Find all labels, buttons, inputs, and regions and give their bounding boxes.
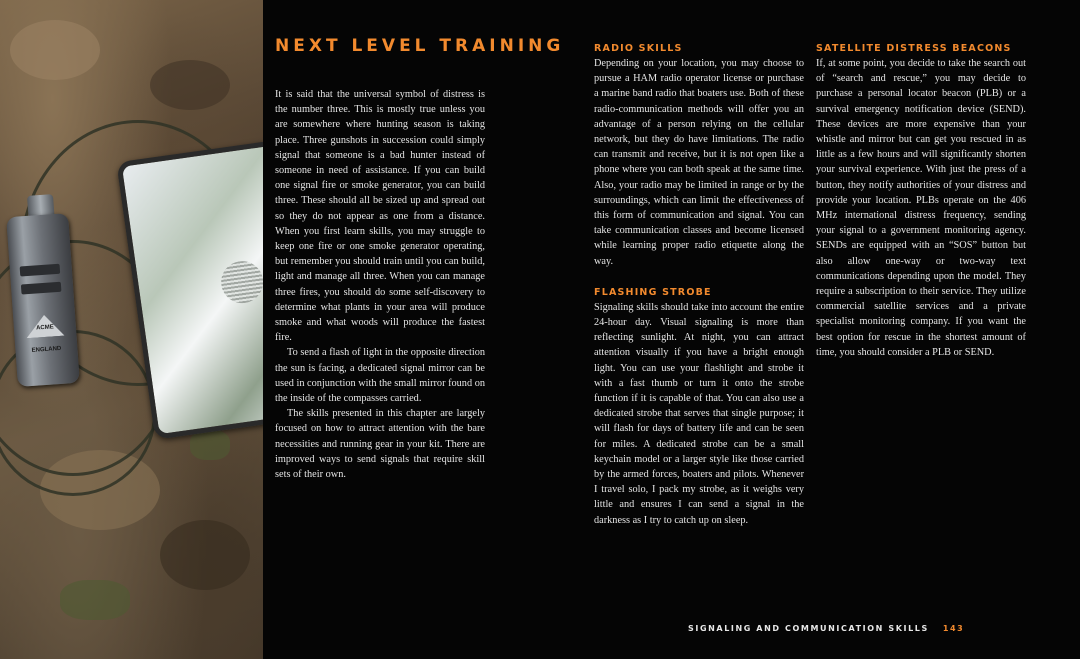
mirror-sighting-grid [218,258,263,305]
body-paragraph: To send a flash of light in the opposite direction the sun is facing, a dedicated signal mirror can be used in conjunction with the small mirror found on the inside of the compasses carried. [275,347,485,405]
whistle-origin: ENGLAND [31,345,62,354]
running-head: SIGNALING AND COMMUNICATION SKILLS [688,624,929,633]
page-number: 143 [942,624,965,633]
section-heading-radio-skills: RADIO SKILLS [594,43,683,54]
whistle-slot [21,282,62,295]
bark-patch [10,20,100,80]
section-heading-satellite-beacons: SATELLITE DISTRESS BEACONS [816,43,1012,54]
whistle-brand: ACME [35,324,54,332]
body-paragraph: It is said that the universal symbol of distress is the number three. This is mostly true unless you are somewhere where hunting season is taking place. Three gunshots in succession could simply signal that someone is a bad hunter instead of someone in need of assistance. If you can build one signal fire or smoke generator, you can build three. These should all be sized up and spread out so they do not appear as one from a distance. When you first learn skills, you may struggle to keep one fire or one smoke generator operating, but remember you should train until you can build, light and manage all three. When you can manage three fires, you should do some self-discovery to determine what plants in your area will produce smoke and what woods will produce the fastest fire. [275,89,485,344]
body-paragraph: Depending on your location, you may choose to pursue a HAM radio operator license or purchase a marine band radio that boaters use. Both of these radio-communication methods will offer you an advantage of a person relying on the cellular network, but they do have limitations. The radio can transmit and receive, but it is not open like a phone where you can both speak at the same time. Also, your radio may be limited in range or by the surroundings, which can limit the effectiveness of this form of communication and signal. You can take communication classes and become licensed while learning proper radio etiquette along the way. [594,58,804,267]
page-footer [688,624,964,633]
moss-patch [190,430,230,460]
body-paragraph: Signaling skills should take into account the entire 24-hour day. Visual signaling is more than reflecting sunlight. At night, you can attract attention visually if you have a bright enough light. You can use your flashlight and strobe it with a fast thumb or turn it onto the strobe function if it is capable of that. You can also use a dedicated strobe that serves that single purpose; it will flash for days of battery life and can be seen for miles. A dedicated strobe can be a small keychain model or a larger style like those carried by the armed forces, boaters and pilots. Whenever I travel solo, I pack my strobe, as it weighs very little and ensures I can send a signal in the darkness as I try to catch up on sleep. [594,301,804,526]
bark-patch [160,520,250,590]
middle-text-column [594,41,804,528]
photo-whistle-mirror-on-bark [0,0,263,659]
body-paragraph: If, at some point, you decide to take the search out of “search and rescue,” you may decide to purchase a personal locator beacon (PLB) or a survival emergency notification device (SEND). These devices are more expensive than your whistle and mirror but can get you rescued in as little as a few hours and will significantly shorten your survival experience. With just the press of a button, they notify authorities of your distress and provide your location. PLBs operate on the 406 MHz international distress frequency, sending your signal to a government monitoring agency. SENDs are equipped with an “SOS” button but also allow one-way or two-way text communications depending upon the model. They require a subscription to their service. They utilize commercial satellite services and a private specialist monitoring company. If you want the best option for rescue in the shortest amount of time, you should consider a PLB or SEND. [816,58,1026,358]
chapter-section-title: NEXT LEVEL TRAINING [275,36,565,56]
left-text-column [275,87,485,482]
whistle-slot [20,264,61,277]
whistle [6,213,80,387]
section-heading-flashing-strobe: FLASHING STROBE [594,286,712,298]
body-paragraph: The skills presented in this chapter are largely focused on how to attract attention with the bare necessities and running gear in your kit. There are improved ways to send signals that require skill sets of their own. [275,408,485,481]
moss-patch [60,580,130,620]
bark-patch [150,60,230,110]
right-text-column [816,41,1026,360]
